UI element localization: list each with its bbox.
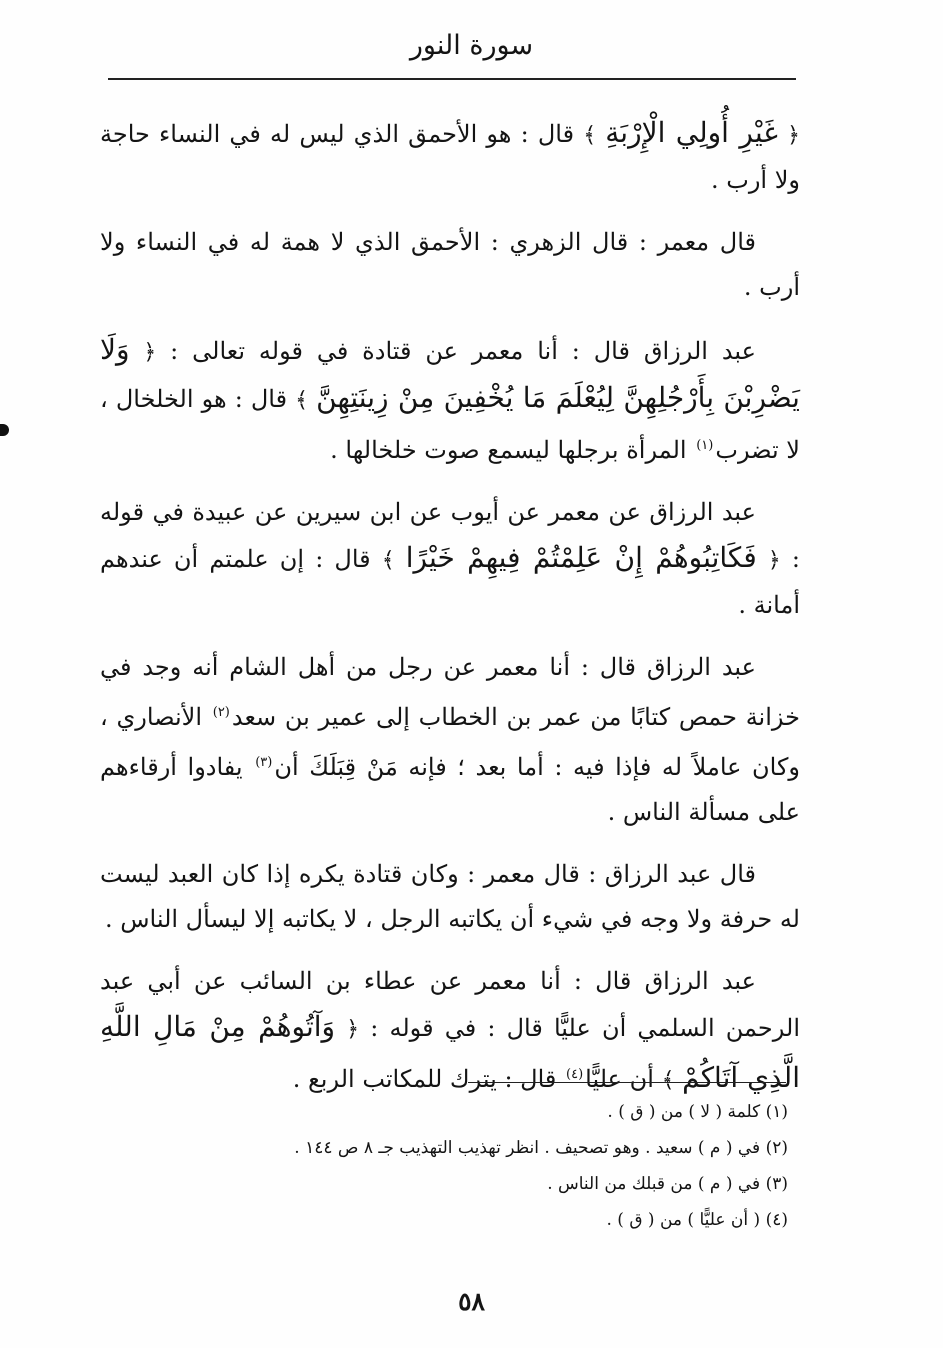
margin-mark xyxy=(0,424,9,436)
footnote-divider xyxy=(468,1082,786,1083)
paragraph-3 xyxy=(100,327,800,473)
footnote-ref-2: (٢) xyxy=(212,705,230,720)
quran-open-bracket: ﴿ xyxy=(143,340,157,365)
paragraph-4 xyxy=(100,490,800,628)
footnote-ref-1: (١) xyxy=(696,438,714,453)
paragraph-text: عبد الرزاق قال : أنا معمر عن عطاء بن السائب عن أبي عبد الرحمن السلمي أن عليًّا قال : في قوله : xyxy=(100,967,800,1042)
paragraph-text: قال : هو الخلخال ، لا تضرب xyxy=(100,385,800,464)
footnotes xyxy=(200,1094,788,1238)
quran-verse: فَكَاتِبُوهُمْ إِنْ عَلِمْتُمْ فِيهِمْ خَيْرًا xyxy=(405,541,757,574)
footnote-ref-4: (٤) xyxy=(566,1067,584,1082)
quran-open-bracket: ﴿ xyxy=(767,548,781,573)
footnote-ref-3: (٣) xyxy=(255,755,273,770)
quran-close-bracket: ﴾ xyxy=(661,1068,675,1093)
main-text xyxy=(100,110,800,1120)
paragraph-text: قال : يترك للمكاتب الربع . xyxy=(292,1065,565,1093)
paragraph-1 xyxy=(100,110,800,203)
paragraph-5 xyxy=(100,645,800,835)
quran-verse: غَيْرِ أُولِي الْإِرْبَةِ xyxy=(605,116,778,149)
footnote-4: (٤) ( أن عليًّا ) من ( ق ) . xyxy=(606,1210,788,1230)
paragraph-text: قال : هو الأحمق الذي ليس له في النساء حاجة ولا أرب . xyxy=(100,120,800,194)
footnote-3: (٣) في ( م ) من قبلك من الناس . xyxy=(547,1174,788,1194)
quran-verse: وَآتُوهُمْ مِنْ مَالِ اللَّهِ الَّذِي آتَاكُمْ xyxy=(100,1010,800,1094)
page-number: ٥٨ xyxy=(458,1287,485,1316)
page-title: سورة النور xyxy=(409,30,534,61)
paragraph-6 xyxy=(100,852,800,942)
paragraph-text: يفادوا أرقاءهم على مسألة الناس . xyxy=(100,753,800,826)
quran-verse: وَلَا يَضْرِبْنَ بِأَرْجُلِهِنَّ لِيُعْلَمَ مَا يُخْفِينَ مِنْ زِينَتِهِنَّ xyxy=(100,333,800,414)
paragraph-text: الأنصاري ، وكان عاملاً له فإذا فيه : أما بعد ؛ فإنه مَنْ قِبَلَكَ أن xyxy=(100,703,800,781)
footnote-2: (٢) في ( م ) سعيد . وهو تصحيف . انظر تهذيب التهذيب جـ ٨ ص ١٤٤ . xyxy=(294,1138,788,1158)
paragraph-2 xyxy=(100,220,800,310)
footnote-1: (١) كلمة ( لا ) من ( ق ) . xyxy=(607,1102,788,1122)
paragraph-text: قال معمر : قال الزهري : الأحمق الذي لا همة له في النساء ولا أرب . xyxy=(100,228,800,301)
quran-close-bracket: ﴾ xyxy=(381,548,395,573)
paragraph-text: عبد الرزاق قال : أنا معمر عن رجل من أهل الشام أنه وجد في خزانة حمص كتابًا من عمر بن الخطاب إلى عمير بن سعد xyxy=(100,653,800,731)
paragraph-text: عبد الرزاق قال : أنا معمر عن قتادة في قوله تعالى : xyxy=(156,337,756,365)
quran-close-bracket: ﴾ xyxy=(295,388,309,413)
quran-open-bracket: ﴿ xyxy=(787,123,800,148)
paragraph-text: قال عبد الرزاق : قال معمر : وكان قتادة يكره إذا كان العبد ليست له حرفة ولا وجه في شيء أن يكاتبه الرجل ، لا يكاتبه إلا ليسأل الناس . xyxy=(100,860,800,933)
paragraph-text: قال : إن علمتم أن عندهم أمانة . xyxy=(100,545,800,619)
paragraph-text: المرأة برجلها ليسمع صوت خلخالها . xyxy=(330,436,695,464)
quran-close-bracket: ﴾ xyxy=(583,123,597,148)
paragraph-text: أن عليًّا xyxy=(585,1065,654,1093)
header-divider xyxy=(108,78,796,80)
quran-open-bracket: ﴿ xyxy=(346,1017,360,1042)
paragraph-text: عبد الرزاق عن معمر عن أيوب عن ابن سيرين عن عبيدة في قوله : xyxy=(100,498,800,573)
